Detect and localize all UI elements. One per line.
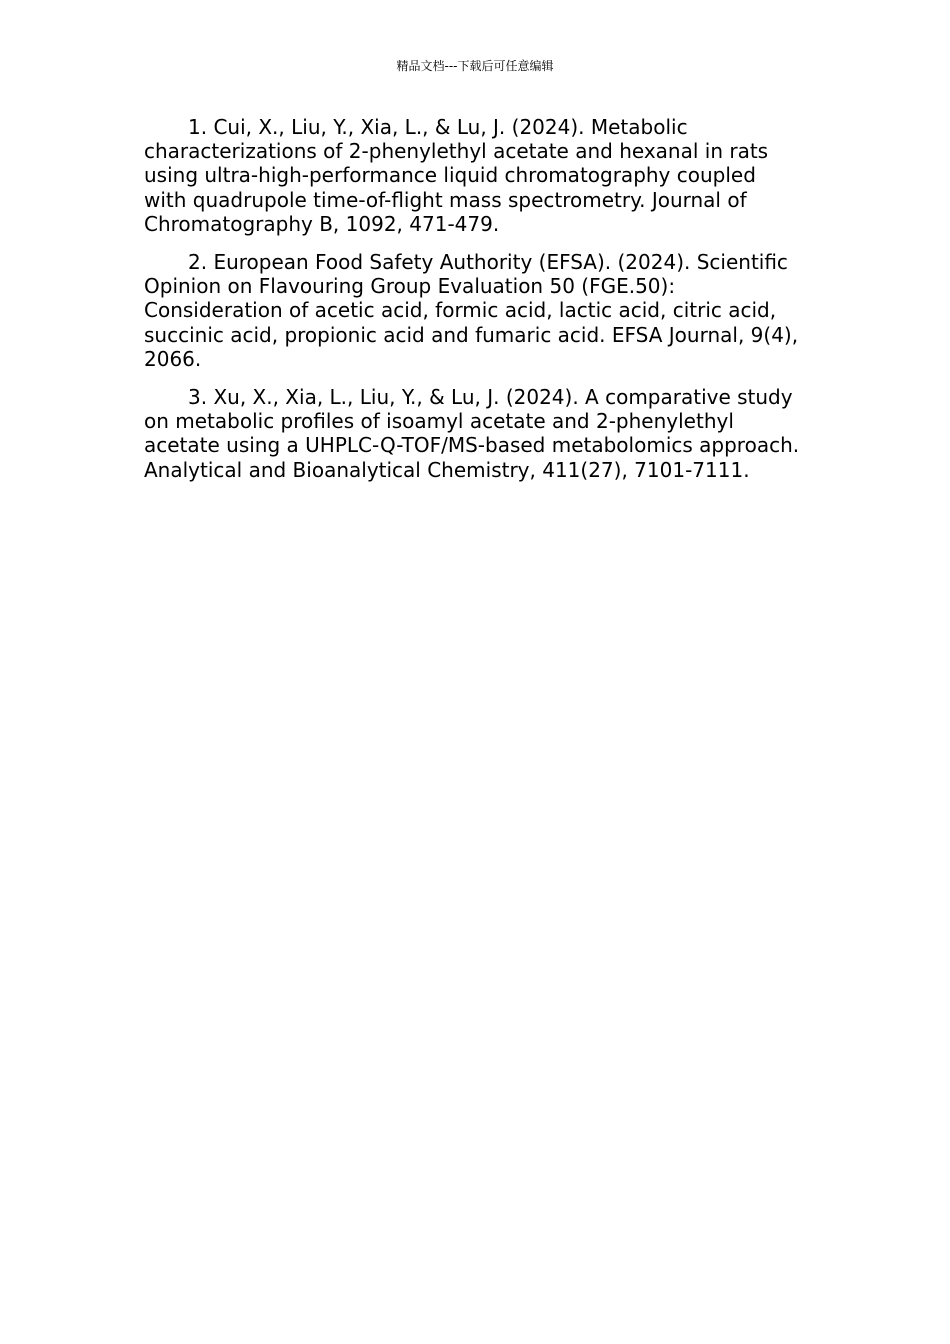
reference-item-1: 1. Cui, X., Liu, Y., Xia, L., & Lu, J. (2024). Metabolic characterizations of 2-phenylethyl acetate and hexanal in rats using ultra-high-performance liquid chromatography coupled with quadrupole time-of-flight mass spectrometry. Journal of Chromatography B, 1092, 471-479. <box>144 115 769 236</box>
reference-item-3: 3. Xu, X., Xia, L., Liu, Y., & Lu, J. (2024). A comparative study on metabolic profiles of isoamyl acetate and 2-phenylethyl acetate using a UHPLC-Q-TOF/MS-based metabolomics approach. Analytical and Bioanalytical Chemistry, 411(27), 7101-7111. <box>144 385 800 482</box>
reference-item-2: 2. European Food Safety Authority (EFSA). (2024). Scientific Opinion on Flavouring Group Evaluation 50 (FGE.50): Consideration of acetic acid, formic acid, lactic acid, citric acid, succinic acid, propionic acid and fumaric acid. EFSA Journal, 9(4), 2066. <box>144 250 799 371</box>
page-header: 精品文档---下载后可任意编辑 <box>396 59 554 73</box>
reference-list <box>144 115 804 496</box>
